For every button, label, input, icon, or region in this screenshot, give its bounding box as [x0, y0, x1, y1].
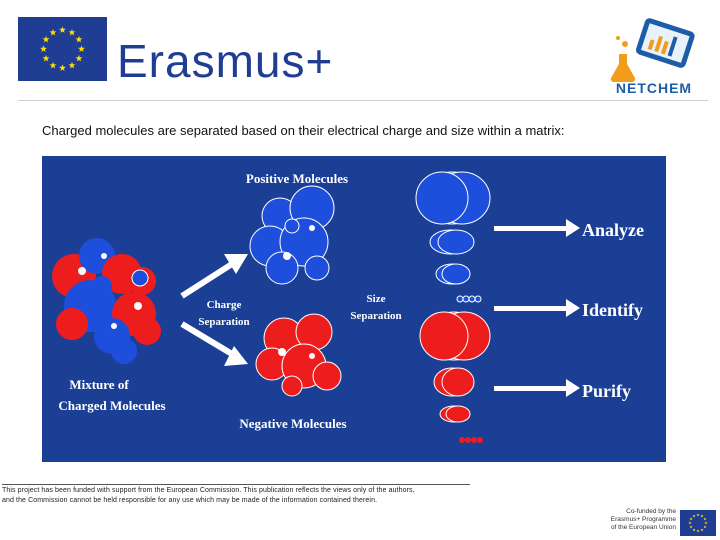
cofunded-text: [602, 508, 676, 532]
analyze-label: Analyze: [582, 220, 644, 240]
charge-separation-label-line2: Separation: [198, 316, 250, 328]
positive-label: Positive Molecules: [245, 171, 349, 186]
cofunded-eu-flag-icon: [680, 510, 716, 536]
size-separation-label-line1: Size: [366, 293, 386, 305]
disclaimer-line-1: This project has been funded with support from the European Commission. This publication reflects the views only of the authors,: [2, 487, 415, 494]
disclaimer-line-2: and the Commission cannot be held responsible for any use which may be made of the information contained therein.: [2, 497, 378, 504]
mixture-label-line1: Mixture of: [69, 377, 129, 392]
erasmus-plus-logo: Erasmus+: [117, 35, 334, 87]
netchem-wordmark: NETCHEM: [615, 80, 693, 96]
footer-divider: [2, 484, 470, 485]
cofunded-line-1: Co-funded by the: [626, 508, 676, 515]
mixture-label-line2: Charged Molecules: [58, 398, 166, 413]
header-divider: [18, 100, 708, 101]
size-separation-label-line2: Separation: [350, 310, 402, 322]
purify-label: Purify: [582, 381, 631, 401]
eu-flag-icon: [18, 17, 107, 81]
electrophoresis-diagram: [42, 156, 666, 462]
identify-label: Identify: [582, 300, 644, 320]
cofunded-line-2: Erasmus+ Programme: [610, 516, 676, 523]
charge-separation-label-line1: Charge: [206, 299, 242, 311]
negative-label: Negative Molecules: [239, 416, 347, 431]
intro-text: Charged molecules are separated based on their electrical charge and size within a matrix:: [42, 123, 565, 138]
cofunded-line-3: of the European Union: [610, 524, 676, 531]
